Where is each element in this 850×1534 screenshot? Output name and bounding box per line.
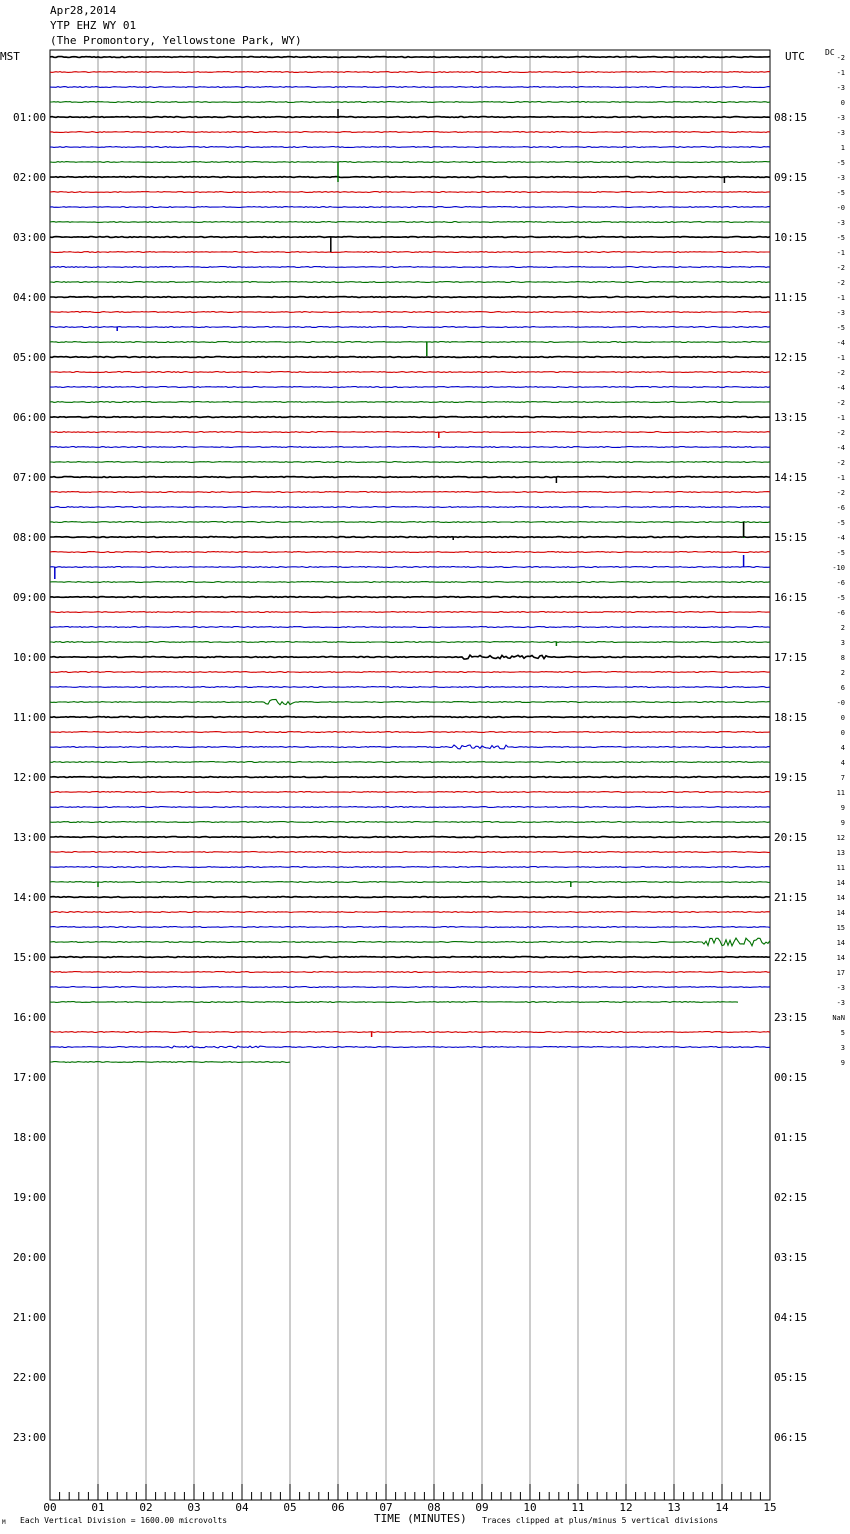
trace-55 xyxy=(50,882,770,883)
dc-offset-value: -1 xyxy=(836,69,845,77)
left-hour-label: 20:00 xyxy=(13,1251,47,1264)
trace-19 xyxy=(50,342,770,343)
dc-offset-value: -3 xyxy=(836,129,845,137)
dc-offset-value: 2 xyxy=(840,624,845,632)
dc-offset-label: DC xyxy=(825,48,835,57)
dc-offset-value: -6 xyxy=(836,504,845,512)
left-hour-label: 19:00 xyxy=(13,1191,47,1204)
trace-47 xyxy=(50,762,770,763)
x-axis-title: TIME (MINUTES) xyxy=(374,1512,467,1525)
trace-27 xyxy=(50,462,770,463)
dc-offset-value: -1 xyxy=(836,249,845,257)
trace-36 xyxy=(50,597,770,598)
dc-offset-value: NaN xyxy=(832,1014,845,1022)
x-tick-label: 04 xyxy=(235,1501,249,1514)
trace-30 xyxy=(50,507,770,508)
dc-offset-value: 14 xyxy=(836,894,845,902)
right-hour-label: 01:15 xyxy=(774,1131,808,1144)
dc-offset-value: 9 xyxy=(840,1059,845,1067)
left-hour-label: 21:00 xyxy=(13,1311,47,1324)
x-tick-label: 10 xyxy=(523,1501,537,1514)
dc-offset-value: 0 xyxy=(840,729,845,737)
dc-offset-value: -2 xyxy=(836,489,845,497)
dc-offset-value: -4 xyxy=(836,534,845,542)
footer-mark: M xyxy=(2,1519,6,1526)
left-hour-label: 18:00 xyxy=(13,1131,47,1144)
right-hour-label: 04:15 xyxy=(774,1311,808,1324)
dc-offset-value: -3 xyxy=(836,114,845,122)
left-hour-labels xyxy=(13,111,46,1444)
trace-15 xyxy=(50,282,770,283)
trace-22 xyxy=(50,387,770,388)
dc-offset-value: -3 xyxy=(836,984,845,992)
right-hour-labels xyxy=(774,111,807,1444)
right-timezone-label: UTC xyxy=(785,50,805,63)
footer-scale-note: Each Vertical Division = 1600.00 microvolts xyxy=(20,1516,228,1525)
right-hour-label: 06:15 xyxy=(774,1431,808,1444)
dc-offset-value: 12 xyxy=(836,834,845,842)
right-hour-label: 17:15 xyxy=(774,651,808,664)
trace-42 xyxy=(50,687,770,688)
left-hour-label: 11:00 xyxy=(13,711,47,724)
trace-63 xyxy=(50,1002,738,1003)
dc-offset-value: -2 xyxy=(836,399,845,407)
trace-54 xyxy=(50,867,770,868)
left-hour-label: 05:00 xyxy=(13,351,47,364)
dc-offset-value: 14 xyxy=(836,954,845,962)
trace-31 xyxy=(50,522,770,523)
trace-32 xyxy=(50,537,770,538)
trace-50 xyxy=(50,807,770,808)
dc-offset-value: 6 xyxy=(840,684,845,692)
left-hour-label: 13:00 xyxy=(13,831,47,844)
dc-offset-value: -0 xyxy=(836,699,845,707)
right-hour-label: 08:15 xyxy=(774,111,808,124)
trace-51 xyxy=(50,822,770,823)
dc-offset-value: 14 xyxy=(836,909,845,917)
dc-offset-value: -5 xyxy=(836,324,845,332)
right-hour-label: 11:15 xyxy=(774,291,808,304)
x-tick-label: 07 xyxy=(379,1501,393,1514)
x-tick-label: 00 xyxy=(43,1501,57,1514)
left-hour-label: 23:00 xyxy=(13,1431,47,1444)
trace-38 xyxy=(50,627,770,628)
right-hour-label: 19:15 xyxy=(774,771,808,784)
trace-34 xyxy=(50,567,770,568)
trace-12 xyxy=(50,237,770,238)
trace-24 xyxy=(50,417,770,418)
right-hour-label: 09:15 xyxy=(774,171,808,184)
dc-offset-value: 14 xyxy=(836,879,845,887)
dc-offset-value: -4 xyxy=(836,384,845,392)
right-hour-label: 15:15 xyxy=(774,531,808,544)
trace-16 xyxy=(50,297,770,298)
left-hour-label: 14:00 xyxy=(13,891,47,904)
x-axis xyxy=(43,1484,776,1514)
left-hour-label: 08:00 xyxy=(13,531,47,544)
x-tick-label: 03 xyxy=(187,1501,201,1514)
dc-offset-value: -4 xyxy=(836,444,845,452)
trace-7 xyxy=(50,162,770,163)
left-hour-label: 09:00 xyxy=(13,591,47,604)
left-hour-label: 02:00 xyxy=(13,171,47,184)
dc-offset-value: 14 xyxy=(836,939,845,947)
trace-23 xyxy=(50,402,770,403)
dc-offset-value: 1 xyxy=(840,144,845,152)
trace-52 xyxy=(50,837,770,838)
trace-26 xyxy=(50,447,770,448)
x-tick-label: 05 xyxy=(283,1501,297,1514)
trace-43 xyxy=(50,700,770,705)
right-hour-label: 13:15 xyxy=(774,411,808,424)
trace-28 xyxy=(50,477,770,478)
dc-offset-value: -2 xyxy=(836,279,845,287)
right-hour-label: 21:15 xyxy=(774,891,808,904)
trace-18 xyxy=(50,327,770,328)
dc-offset-value: -0 xyxy=(836,204,845,212)
dc-offset-value: -6 xyxy=(836,579,845,587)
trace-37 xyxy=(50,612,770,613)
dc-offset-value: 0 xyxy=(840,99,845,107)
dc-offset-value: 8 xyxy=(840,654,845,662)
left-hour-label: 22:00 xyxy=(13,1371,47,1384)
left-hour-label: 10:00 xyxy=(13,651,47,664)
dc-offset-value: 15 xyxy=(836,924,845,932)
trace-58 xyxy=(50,927,770,928)
left-hour-label: 01:00 xyxy=(13,111,47,124)
trace-3 xyxy=(50,102,770,103)
right-hour-label: 18:15 xyxy=(774,711,808,724)
left-hour-label: 16:00 xyxy=(13,1011,47,1024)
right-hour-label: 20:15 xyxy=(774,831,808,844)
dc-offset-value: -10 xyxy=(832,564,845,572)
trace-33 xyxy=(50,552,770,553)
trace-21 xyxy=(50,372,770,373)
trace-49 xyxy=(50,792,770,793)
right-hour-label: 23:15 xyxy=(774,1011,808,1024)
dc-offset-value: -2 xyxy=(836,54,845,62)
right-hour-label: 12:15 xyxy=(774,351,808,364)
left-timezone-label: MST xyxy=(0,50,20,63)
left-hour-label: 15:00 xyxy=(13,951,47,964)
trace-44 xyxy=(50,717,770,718)
dc-offset-value: -1 xyxy=(836,474,845,482)
x-tick-label: 11 xyxy=(571,1501,585,1514)
trace-60 xyxy=(50,957,770,958)
dc-offset-value: 5 xyxy=(840,1029,845,1037)
trace-20 xyxy=(50,357,770,358)
dc-offset-value: 9 xyxy=(840,804,845,812)
dc-offset-value: 17 xyxy=(836,969,845,977)
trace-6 xyxy=(50,147,770,148)
trace-9 xyxy=(50,192,770,193)
dc-offset-value: 11 xyxy=(836,789,845,797)
dc-offset-value: 4 xyxy=(840,759,845,767)
header-station: YTP EHZ WY 01 xyxy=(50,19,137,32)
trace-40 xyxy=(50,655,770,659)
dc-offset-value: -3 xyxy=(836,309,845,317)
dc-offset-value: -5 xyxy=(836,159,845,167)
dc-offset-value: -6 xyxy=(836,609,845,617)
dc-offset-value: -5 xyxy=(836,234,845,242)
trace-61 xyxy=(50,972,770,973)
right-hour-label: 16:15 xyxy=(774,591,808,604)
right-hour-label: 00:15 xyxy=(774,1071,808,1084)
left-hour-label: 06:00 xyxy=(13,411,47,424)
trace-11 xyxy=(50,222,770,223)
trace-53 xyxy=(50,852,770,853)
header-date: Apr28,2014 xyxy=(50,4,117,17)
trace-0 xyxy=(50,57,770,58)
x-tick-label: 08 xyxy=(427,1501,441,1514)
x-tick-label: 01 xyxy=(91,1501,105,1514)
dc-offset-value: -2 xyxy=(836,369,845,377)
dc-offset-value: 2 xyxy=(840,669,845,677)
x-tick-label: 13 xyxy=(667,1501,681,1514)
right-hour-label: 05:15 xyxy=(774,1371,808,1384)
left-hour-label: 12:00 xyxy=(13,771,47,784)
trace-41 xyxy=(50,672,770,673)
dc-offset-value: -5 xyxy=(836,549,845,557)
right-hour-label: 03:15 xyxy=(774,1251,808,1264)
trace-65 xyxy=(50,1032,770,1033)
dc-offset-value: -2 xyxy=(836,459,845,467)
x-tick-label: 09 xyxy=(475,1501,489,1514)
dc-offset-value: 3 xyxy=(840,639,845,647)
trace-2 xyxy=(50,87,770,88)
dc-offset-value: 13 xyxy=(836,849,845,857)
x-tick-label: 14 xyxy=(715,1501,729,1514)
trace-56 xyxy=(50,897,770,898)
trace-14 xyxy=(50,267,770,268)
trace-8 xyxy=(50,177,770,178)
trace-59 xyxy=(50,938,770,946)
dc-offset-value: -5 xyxy=(836,519,845,527)
dc-offset-value: -3 xyxy=(836,999,845,1007)
dc-offset-value: -4 xyxy=(836,339,845,347)
trace-5 xyxy=(50,132,770,133)
trace-67 xyxy=(50,1062,290,1063)
dc-offset-value: 3 xyxy=(840,1044,845,1052)
dc-offset-labels xyxy=(832,54,845,1067)
x-tick-label: 15 xyxy=(763,1501,777,1514)
x-tick-label: 06 xyxy=(331,1501,345,1514)
trace-66 xyxy=(50,1046,770,1048)
dc-offset-value: -5 xyxy=(836,594,845,602)
dc-offset-value: -2 xyxy=(836,429,845,437)
dc-offset-value: 9 xyxy=(840,819,845,827)
dc-offset-value: -3 xyxy=(836,84,845,92)
trace-4 xyxy=(50,117,770,118)
dc-offset-value: 4 xyxy=(840,744,845,752)
left-hour-label: 03:00 xyxy=(13,231,47,244)
header-location: (The Promontory, Yellowstone Park, WY) xyxy=(50,34,302,47)
dc-offset-value: -3 xyxy=(836,219,845,227)
left-hour-label: 04:00 xyxy=(13,291,47,304)
dc-offset-value: 0 xyxy=(840,714,845,722)
trace-62 xyxy=(50,987,770,988)
trace-17 xyxy=(50,312,770,313)
right-hour-label: 14:15 xyxy=(774,471,808,484)
trace-25 xyxy=(50,432,770,433)
left-hour-label: 07:00 xyxy=(13,471,47,484)
trace-10 xyxy=(50,207,770,208)
dc-offset-value: 7 xyxy=(840,774,845,782)
left-hour-label: 17:00 xyxy=(13,1071,47,1084)
trace-45 xyxy=(50,732,770,733)
trace-1 xyxy=(50,72,770,73)
trace-57 xyxy=(50,912,770,913)
x-tick-label: 02 xyxy=(139,1501,153,1514)
right-hour-label: 02:15 xyxy=(774,1191,808,1204)
trace-13 xyxy=(50,252,770,253)
seismic-traces xyxy=(50,57,770,1063)
trace-48 xyxy=(50,777,770,778)
dc-offset-value: -1 xyxy=(836,414,845,422)
trace-35 xyxy=(50,582,770,583)
x-tick-label: 12 xyxy=(619,1501,633,1514)
dc-offset-value: -2 xyxy=(836,264,845,272)
trace-39 xyxy=(50,642,770,643)
dc-offset-value: 11 xyxy=(836,864,845,872)
trace-29 xyxy=(50,492,770,493)
dc-offset-value: -1 xyxy=(836,354,845,362)
right-hour-label: 10:15 xyxy=(774,231,808,244)
dc-offset-value: -3 xyxy=(836,174,845,182)
trace-46 xyxy=(50,745,770,749)
dc-offset-value: -1 xyxy=(836,294,845,302)
right-hour-label: 22:15 xyxy=(774,951,808,964)
dc-offset-value: -5 xyxy=(836,189,845,197)
footer-clip-note: Traces clipped at plus/minus 5 vertical divisions xyxy=(482,1516,719,1525)
